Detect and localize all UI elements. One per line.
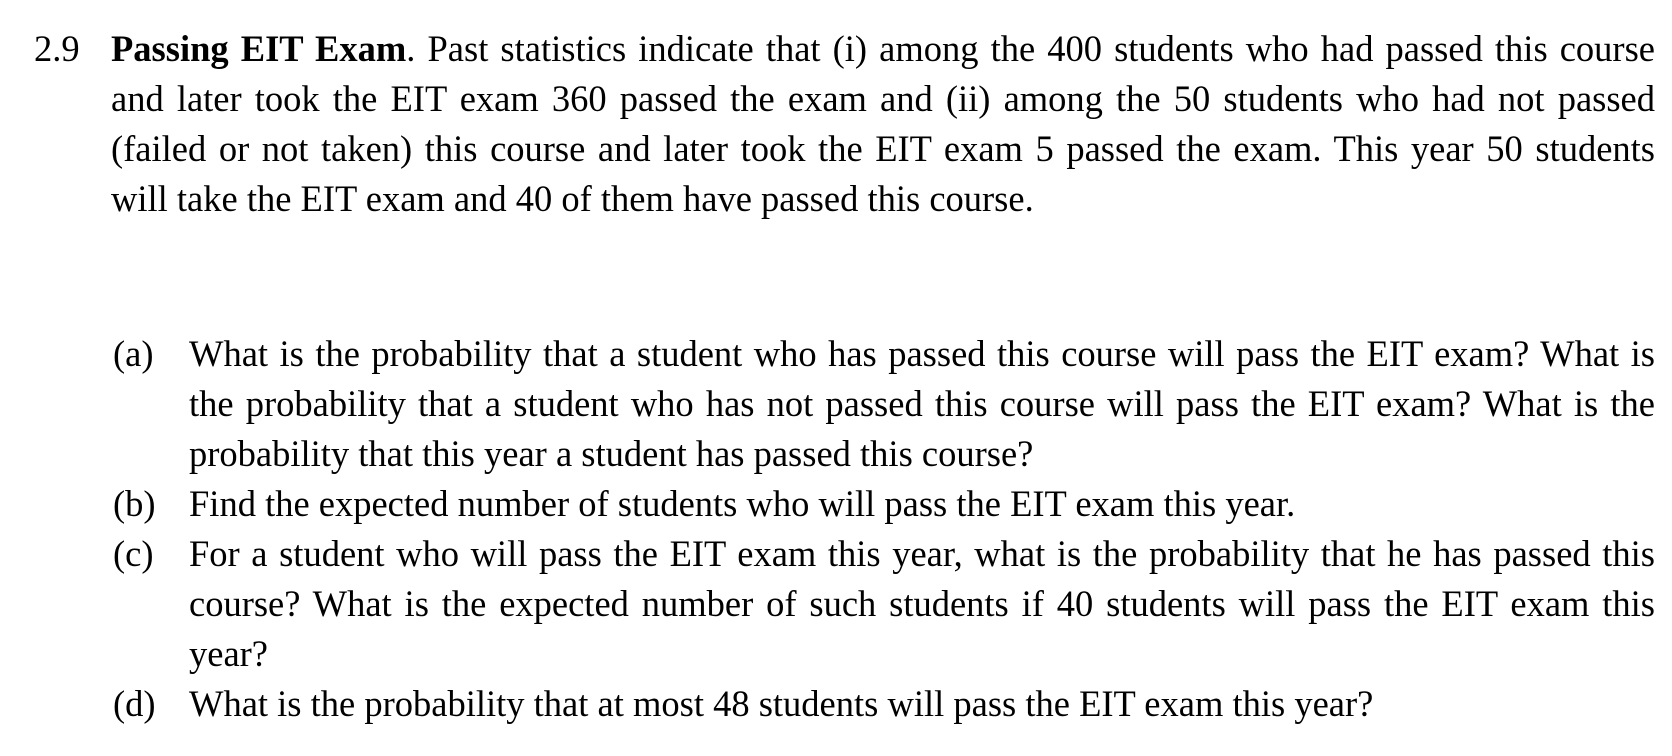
problem-number: 2.9	[34, 28, 80, 69]
part-c-label: (c)	[113, 533, 154, 574]
part-a-label: (a)	[113, 333, 154, 374]
part-d-label: (d)	[113, 683, 156, 724]
problem-title-punctuation: .	[406, 28, 416, 69]
part-a-text: What is the probability that a student who has passed this course will pass the EIT exam? What is the probability that a student who has not passed this course will pass the EIT exam? What is the probability that this year a student has passed this course?	[189, 333, 1655, 474]
part-d-text: What is the probability that at most 48 students will pass the EIT exam this year?	[189, 683, 1374, 724]
problem-title: Passing EIT Exam	[111, 28, 407, 69]
part-a	[0, 329, 1672, 479]
problem-parts-list	[0, 329, 1672, 729]
problem-intro-paragraph	[111, 24, 1655, 224]
part-b-label: (b)	[113, 483, 156, 524]
part-c	[0, 529, 1672, 679]
part-d	[0, 679, 1672, 729]
problem-intro-text: Past statistics indicate that (i) among the 400 students who had passed this course and later took the EIT exam 360 passed the exam and (ii) among the 50 students who had not passed (failed or not taken) this course and later took the EIT exam 5 passed the exam. This year 50 students will take the EIT exam and 40 of them have passed this course.	[111, 28, 1655, 219]
part-c-text: For a student who will pass the EIT exam this year, what is the probability that he has passed this course? What is the expected number of such students if 40 students will pass the EIT exam this year?	[189, 533, 1655, 674]
part-b	[0, 479, 1672, 529]
part-b-text: Find the expected number of students who will pass the EIT exam this year.	[189, 483, 1296, 524]
